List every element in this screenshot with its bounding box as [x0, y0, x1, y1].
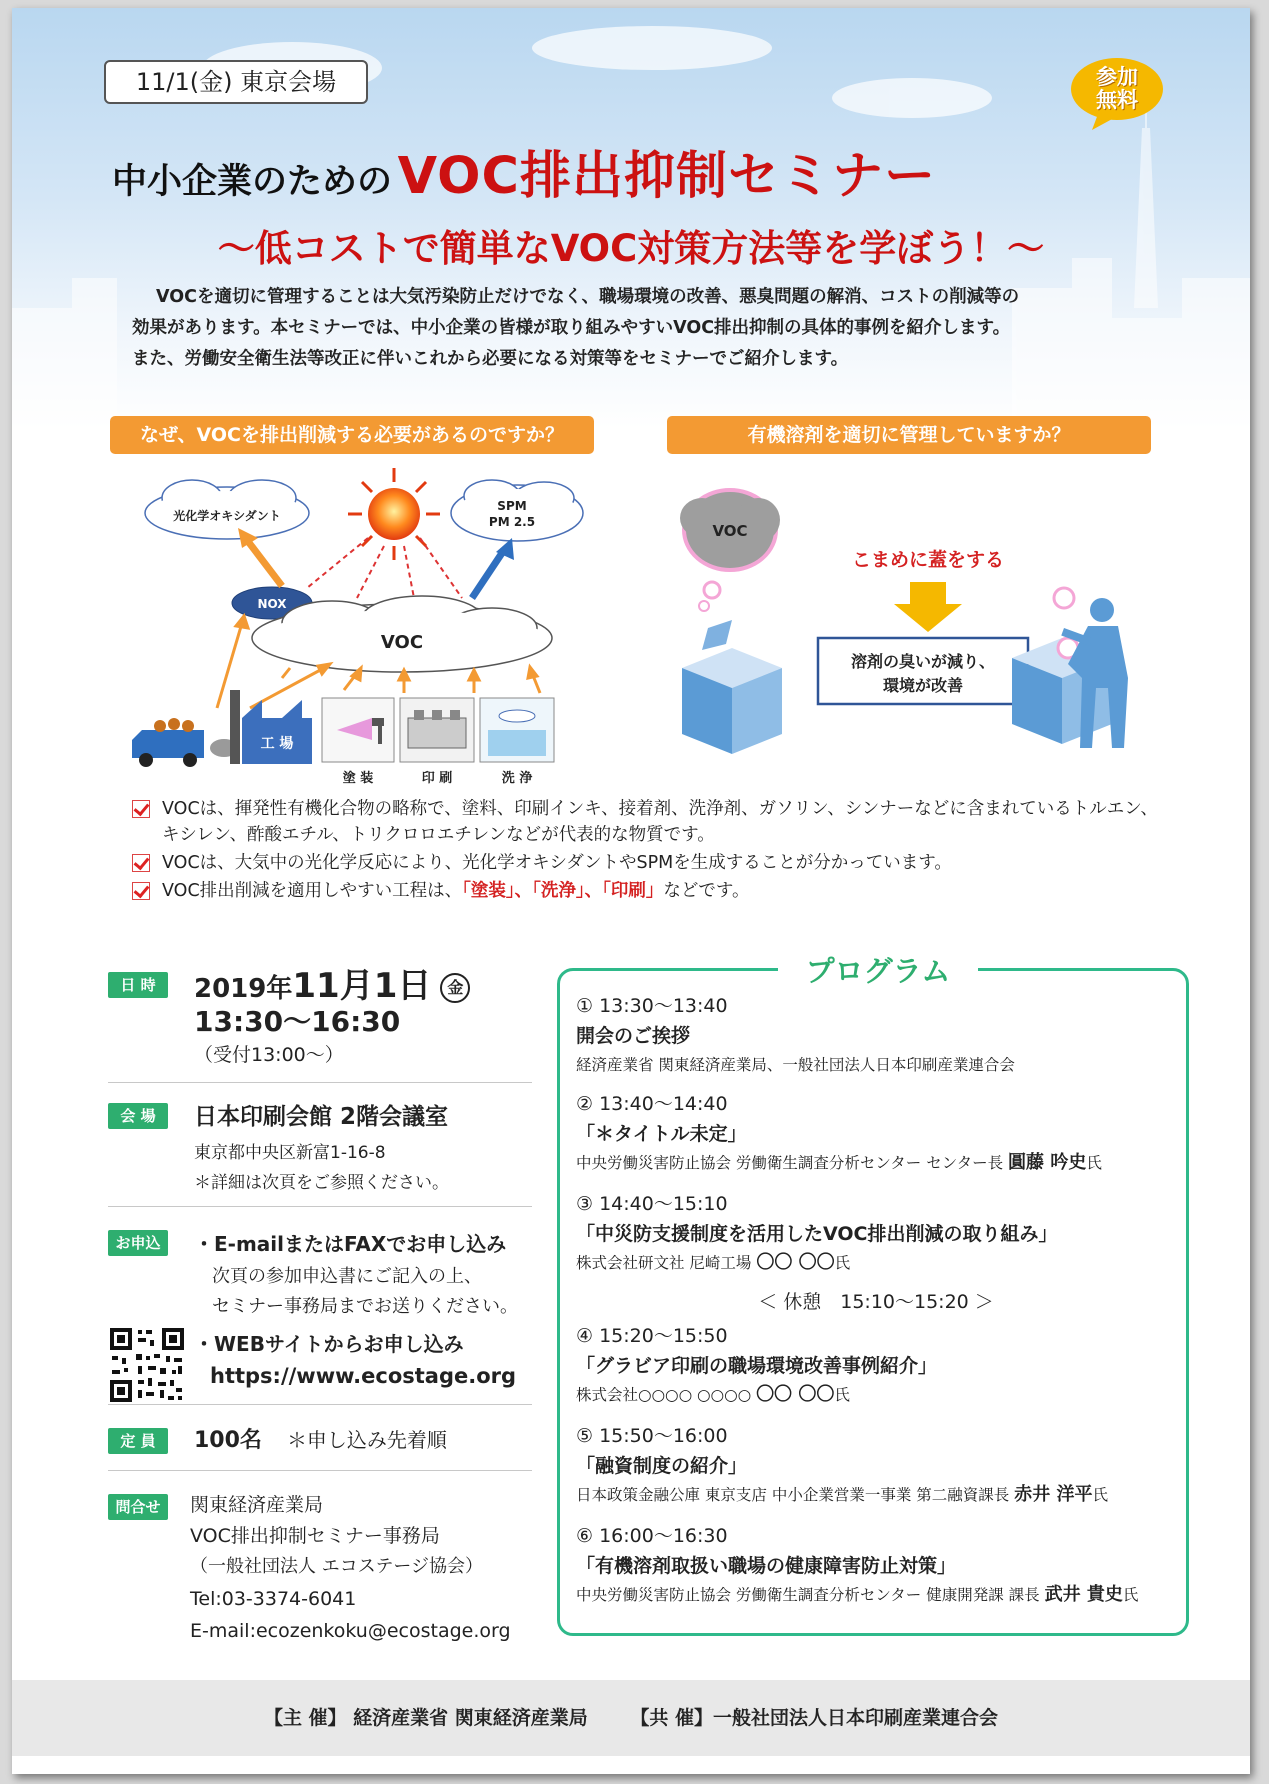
truck-icon — [132, 718, 238, 767]
capacity-label: 定 員 — [108, 1428, 168, 1454]
contact-email[interactable]: E-mail:ecozenkoku@ecostage.org — [190, 1620, 511, 1642]
page-title — [112, 134, 1212, 208]
program-item — [576, 1089, 1176, 1177]
program-item — [576, 991, 1176, 1079]
contact-office: VOC排出抑制セミナー事務局 — [190, 1525, 440, 1547]
apply-web: ・WEBサイトからお申し込み — [194, 1332, 464, 1356]
footer-host: 【主 催】 経済産業省 関東経済産業局 — [263, 1707, 588, 1729]
program-speaker — [576, 1581, 1176, 1609]
capacity-value: 100名 — [194, 1428, 262, 1453]
fact-text: VOCは、大気中の光化学反応により、光化学オキシダントやSPMを生成することが分かっています。 — [162, 853, 952, 873]
lid-diagram — [672, 478, 1152, 758]
title-prefix: 中小企業のための — [112, 162, 393, 202]
weekday-circle-icon — [440, 973, 470, 1003]
speaker-suffix: 氏 — [1122, 1586, 1139, 1604]
program-title: プログラム — [778, 949, 978, 990]
page-subtitle: ～低コストで簡単なVOC対策方法等を学ぼう！～ — [217, 227, 1045, 270]
intro-line: また、労働安全衛生法等改正に伴いこれから必要になる対策等をセミナーでご紹介します。 — [132, 349, 849, 369]
intro-line: 効果があります。本セミナーでは、中小企業の皆様が取り組みやすいVOC排出抑制の具体的事例を紹介します。 — [132, 318, 1011, 338]
free-admission-badge — [1068, 56, 1166, 130]
event-year: 2019年 — [194, 974, 293, 1004]
section-heading-solvent: 有機溶剤を適切に管理していますか？ — [667, 416, 1151, 454]
website-link[interactable]: https://www.ecostage.org — [210, 1364, 517, 1388]
painting-icon — [322, 698, 394, 762]
intro-text — [132, 282, 1172, 375]
event-reception: （受付13:00～） — [194, 1044, 344, 1066]
checkbox-icon — [132, 882, 150, 900]
flyer-page — [12, 8, 1250, 1774]
contact-tel: Tel:03-3374-6041 — [190, 1588, 357, 1610]
nox-label: NOX — [257, 597, 287, 611]
program-item — [576, 1421, 1176, 1509]
program-name: 「グラビア印刷の職場環境改善事例紹介」 — [576, 1355, 938, 1377]
program-item — [576, 1189, 1176, 1277]
down-arrow-icon — [894, 582, 962, 632]
divider — [108, 1404, 532, 1405]
spm-label: SPM — [497, 499, 527, 513]
fact-text — [162, 878, 1192, 904]
program-speaker — [576, 1051, 1176, 1079]
venue-label: 会 場 — [108, 1103, 168, 1129]
open-tank-icon — [682, 620, 782, 754]
venue-address: 東京都中央区新富1-16-8 — [194, 1143, 386, 1163]
program-name: 「＊タイトル未定」 — [576, 1123, 747, 1145]
speaker-affiliation: 株式会社○○○○ ○○○○ — [576, 1386, 757, 1404]
program-box — [557, 954, 1189, 1636]
speaker-suffix: 氏 — [1086, 1154, 1102, 1172]
voc-cloud-label: VOC — [380, 632, 424, 653]
program-time: ② 13:40～14:40 — [576, 1093, 728, 1115]
factory-label: 工 場 — [260, 736, 294, 752]
checkbox-icon — [132, 800, 150, 818]
highlight-sep: 、 — [514, 881, 533, 901]
speaker-name: 〇〇 〇〇 — [756, 1384, 835, 1405]
speaker-suffix: 氏 — [1092, 1486, 1109, 1504]
speaker-affiliation: 日本政策金融公庫 東京支店 中小企業営業一事業 第二融資課長 — [576, 1486, 1015, 1504]
program-time: ④ 15:20～15:50 — [576, 1325, 728, 1347]
action-label: こまめに蓋をする — [851, 549, 1005, 571]
title-main: VOC排出抑制セミナー — [397, 147, 936, 206]
speaker-affiliation: 中央労働災害防止協会 労働衛生調査分析センター センター長 — [576, 1154, 1009, 1172]
painting-label: 塗 装 — [342, 771, 374, 786]
fact-text-post: などです。 — [663, 881, 750, 901]
footer-organizers — [12, 1680, 1250, 1756]
program-name: 「有機溶剤取扱い職場の健康障害防止対策」 — [576, 1555, 957, 1577]
highlight-sep: 、 — [584, 881, 603, 901]
washing-icon — [480, 698, 554, 762]
voc-smoke-cloud-icon — [680, 490, 780, 611]
venue-name: 日本印刷会館 2階会議室 — [194, 1104, 449, 1130]
voc-formation-diagram — [132, 468, 602, 788]
program-item — [576, 1321, 1176, 1409]
program-speaker — [576, 1481, 1176, 1509]
contact-assoc: （一般社団法人 エコステージ協会） — [190, 1556, 483, 1577]
speaker-name: 武井 貴史 — [1044, 1584, 1123, 1605]
program-name: 「中災防支援制度を活用したVOC排出削減の取り組み」 — [576, 1223, 1058, 1245]
date-location-badge: 11/1(金) 東京会場 — [104, 60, 368, 104]
apply-mail-desc: 次頁の参加申込書にご記入の上、 — [212, 1266, 482, 1287]
section-heading-why: なぜ、VOCを排出削減する必要があるのですか？ — [110, 416, 594, 454]
checkbox-icon — [132, 854, 150, 872]
photo-oxidant-label: 光化学オキシダント — [173, 509, 281, 523]
date-label: 日 時 — [108, 972, 168, 998]
contact-label: 問合せ — [108, 1494, 168, 1520]
apply-label: お申込 — [108, 1230, 168, 1256]
printing-label: 印 刷 — [421, 771, 453, 786]
divider — [108, 1470, 532, 1471]
program-time: ① 13:30～13:40 — [576, 995, 728, 1017]
result-line1: 溶剤の臭いが減り、 — [850, 652, 996, 671]
voc-facts-list — [132, 796, 1192, 906]
capacity-row — [194, 1423, 447, 1454]
qr-code-icon[interactable] — [108, 1326, 186, 1404]
printing-icon — [400, 698, 474, 762]
apply-mail: ・E-mailまたはFAXでお申し込み — [194, 1232, 507, 1256]
program-time: ⑤ 15:50～16:00 — [576, 1425, 728, 1447]
highlight-washing: 「洗浄」 — [532, 881, 585, 901]
washing-label: 洗 浄 — [501, 771, 533, 786]
result-line2: 環境が改善 — [882, 676, 964, 695]
contact-org: 関東経済産業局 — [190, 1494, 324, 1516]
event-weekday: 金 — [447, 978, 464, 997]
speaker-suffix: 氏 — [834, 1386, 850, 1404]
fact-item — [132, 850, 1192, 876]
program-speaker — [576, 1381, 1176, 1409]
intro-line: VOCを適切に管理することは大気汚染防止だけでなく、職場環境の改善、悪臭問題の解消、コストの削減等の — [156, 287, 1020, 307]
program-speaker — [576, 1249, 1176, 1277]
program-time: ⑥ 16:00～16:30 — [576, 1525, 728, 1547]
footer-cohost: 【共 催】一般社団法人日本印刷産業連合会 — [630, 1707, 999, 1729]
free-badge-line1: 参加 — [1096, 65, 1138, 89]
divider — [108, 1206, 532, 1207]
program-name: 「融資制度の紹介」 — [576, 1455, 748, 1477]
event-month-day: 11月1日 — [292, 966, 432, 1006]
fact-item — [132, 878, 1192, 904]
speaker-name: 〇〇 〇〇 — [756, 1252, 835, 1273]
program-time: ③ 14:40～15:10 — [576, 1193, 728, 1215]
capacity-note: ＊申し込み先着順 — [286, 1428, 447, 1452]
program-speaker — [576, 1149, 1176, 1177]
fact-text-pre: VOC排出削減を適用しやすい工程は、 — [162, 881, 463, 901]
divider — [108, 1082, 532, 1083]
highlight-painting: 「塗装」 — [462, 881, 515, 901]
apply-mail-desc: セミナー事務局までお送りください。 — [212, 1296, 518, 1317]
speaker-suffix: 氏 — [834, 1254, 851, 1272]
highlight-printing: 「印刷」 — [602, 881, 664, 901]
speaker-affiliation: 中央労働災害防止協会 労働衛生調査分析センター 健康開発課 課長 — [576, 1586, 1045, 1604]
program-item — [576, 1521, 1176, 1609]
event-time: 13:30～16:30 — [194, 1005, 401, 1038]
right-voc-label: VOC — [712, 522, 748, 540]
venue-note: ＊詳細は次頁をご参照ください。 — [194, 1173, 449, 1193]
fact-text: VOCは、揮発性有機化合物の略称で、塗料、印刷インキ、接着剤、洗浄剤、ガソリン、シンナーなどに含まれているトルエン、 — [162, 799, 1158, 819]
program-break: ＜ 休憩 15:10～15:20 ＞ — [758, 1291, 994, 1313]
program-name: 開会のご挨拶 — [576, 1025, 691, 1047]
fact-item — [132, 796, 1192, 848]
fact-text: キシレン、酢酸エチル、トリクロロエチレンなどが代表的な物質です。 — [162, 825, 715, 845]
free-badge-line2: 無料 — [1096, 88, 1138, 112]
factory-icon — [230, 690, 312, 764]
speaker-affiliation: 株式会社研文社 尼崎工場 — [576, 1254, 757, 1272]
speaker-name: 圓藤 吟史 — [1008, 1152, 1087, 1173]
pm25-label: PM 2.5 — [488, 515, 536, 529]
speaker-affiliation: 経済産業省 関東経済産業局、一般社団法人日本印刷産業連合会 — [576, 1056, 1015, 1074]
speaker-name: 赤井 洋平 — [1014, 1484, 1093, 1505]
